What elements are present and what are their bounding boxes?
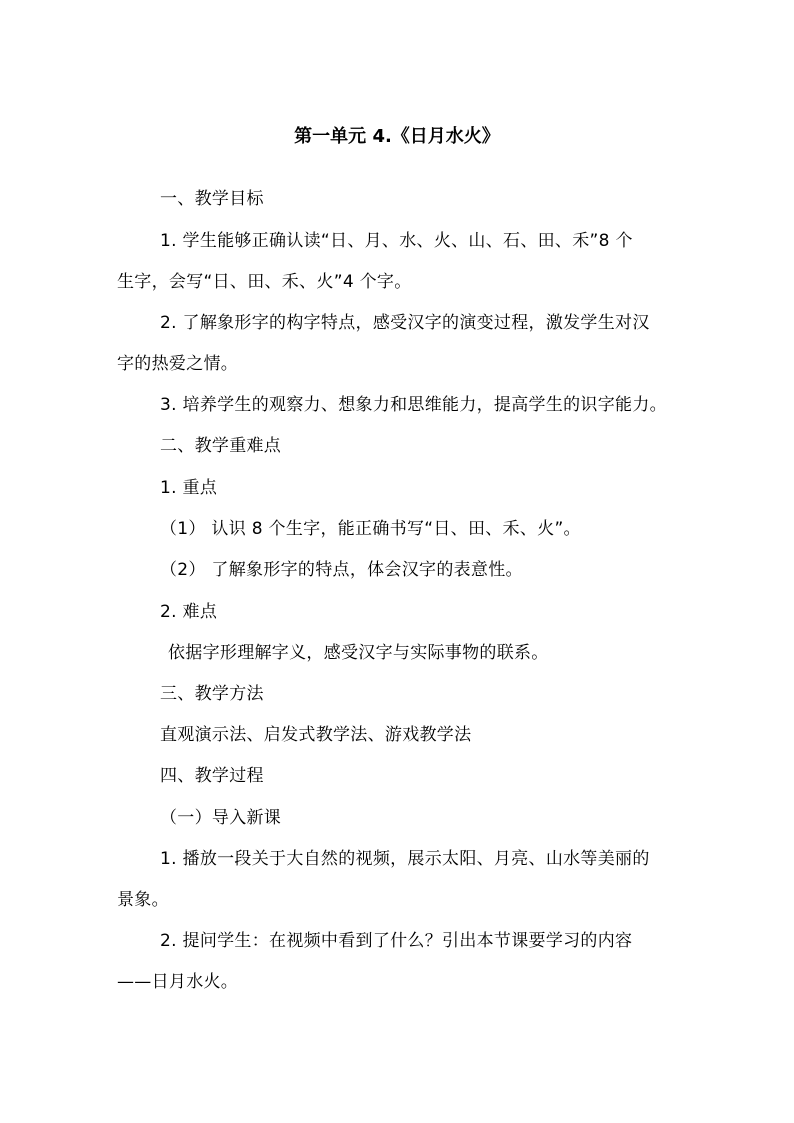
section-heading-methods: 三、教学方法 <box>160 684 264 704</box>
paragraph-line: 1. 学生能够正确认读“日、月、水、火、山、石、田、禾”8 个 <box>160 231 633 251</box>
paragraph-line: 2. 了解象形字的构字特点，感受汉字的演变过程，激发学生对汉 <box>160 313 650 333</box>
document-title: 第一单元 4.《日月水火》 <box>294 126 500 147</box>
paragraph-line: 景象。 <box>117 890 169 910</box>
paragraph-line: 字的热爱之情。 <box>117 354 239 374</box>
paragraph-line: 生字，会写“日、田、禾、火”4 个字。 <box>117 272 412 292</box>
paragraph-line: 3. 培养学生的观察力、想象力和思维能力，提高学生的识字能力。 <box>160 395 667 415</box>
section-heading-key-points: 二、教学重难点 <box>160 436 282 456</box>
subheading-introduction: （一）导入新课 <box>160 808 282 828</box>
section-heading-process: 四、教学过程 <box>160 766 264 786</box>
paragraph-line: 直观演示法、启发式教学法、游戏教学法 <box>160 725 472 745</box>
subheading-difficulty: 2. 难点 <box>160 602 218 622</box>
paragraph-line: 2. 提问学生：在视频中看到了什么？引出本节课要学习的内容 <box>160 931 633 951</box>
paragraph-line: ——日月水火。 <box>117 972 239 992</box>
paragraph-line: 1. 播放一段关于大自然的视频，展示太阳、月亮、山水等美丽的 <box>160 849 650 869</box>
list-item: （1） 认识 8 个生字，能正确书写“日、田、禾、火”。 <box>160 519 581 539</box>
subheading-key-point: 1. 重点 <box>160 478 218 498</box>
paragraph-line: 依据字形理解字义，感受汉字与实际事物的联系。 <box>168 643 549 663</box>
section-heading-objectives: 一、教学目标 <box>160 189 264 209</box>
list-item: （2） 了解象形字的特点，体会汉字的表意性。 <box>160 560 523 580</box>
